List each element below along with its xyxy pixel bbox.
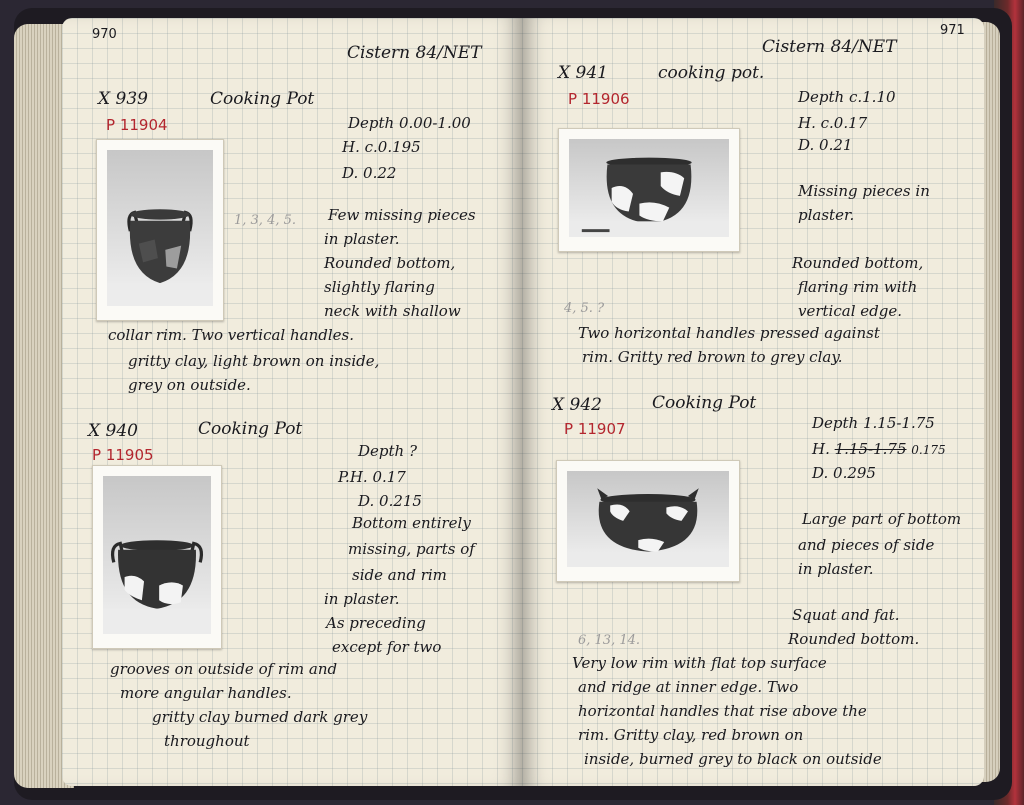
entry-id: X 939 — [98, 89, 148, 109]
description-line: Very low rim with flat top surface — [572, 654, 827, 672]
description-line: flaring rim with — [798, 278, 918, 296]
height-value: 0.175 — [911, 443, 946, 457]
description-line: grooves on outside of rim and — [110, 660, 338, 678]
margin-note: 1, 3, 4, 5. — [234, 213, 297, 228]
pottery-photo — [558, 128, 740, 252]
description-line: in plaster. — [324, 230, 400, 248]
description-line: side and rim — [352, 566, 447, 584]
pottery-photo — [92, 465, 222, 649]
p-number: P 11904 — [106, 116, 168, 134]
entry-id: X 941 — [558, 63, 608, 83]
notebook-page-right — [522, 18, 984, 786]
description-line: Large part of bottom — [802, 510, 962, 528]
description-line: Rounded bottom, — [324, 254, 456, 272]
description-line: Bottom entirely — [352, 514, 471, 532]
description-line: collar rim. Two vertical handles. — [108, 326, 355, 344]
height-struck-value: 1.15-1.75 — [834, 440, 907, 458]
notebook-page-left — [62, 18, 522, 786]
description-line: Two horizontal handles pressed against — [578, 324, 880, 342]
depth: Depth c.1.10 — [798, 88, 896, 106]
depth: Depth ? — [358, 442, 418, 460]
p-number: P 11907 — [564, 420, 626, 438]
page-number: 971 — [940, 23, 965, 38]
pot-illustration — [103, 476, 211, 634]
height — [812, 440, 946, 459]
description-line: missing, parts of — [348, 540, 475, 558]
description-line: and ridge at inner edge. Two — [578, 678, 799, 696]
depth: Depth 1.15-1.75 — [812, 414, 935, 432]
description-line: Missing pieces in — [798, 182, 930, 200]
description-line: gritty clay, light brown on inside, — [128, 352, 380, 370]
entry-type: cooking pot. — [658, 63, 765, 83]
pottery-photo — [96, 139, 224, 321]
margin-note: 6, 13, 14. — [578, 633, 641, 648]
description-line: vertical edge. — [798, 302, 902, 320]
description-line: inside, burned grey to black on outside — [584, 750, 882, 768]
description-line: more angular handles. — [120, 684, 292, 702]
p-number: P 11906 — [568, 90, 630, 108]
description-line: slightly flaring — [324, 278, 435, 296]
description-line: throughout — [164, 732, 250, 750]
entry-id: X 940 — [88, 421, 138, 441]
description-line: Rounded bottom, — [792, 254, 924, 272]
description-line: grey on outside. — [128, 376, 251, 394]
description-line: except for two — [332, 638, 442, 656]
description-line: horizontal handles that rise above the — [578, 702, 867, 720]
description-line: rim. Gritty clay, red brown on — [578, 726, 804, 744]
description-line: As preceding — [326, 614, 426, 632]
diameter: D. 0.295 — [812, 464, 876, 482]
diameter: D. 0.22 — [342, 164, 397, 182]
entry-type: Cooking Pot — [198, 419, 303, 439]
description-line: rim. Gritty red brown to grey clay. — [582, 348, 843, 366]
description-line: Rounded bottom. — [788, 630, 920, 648]
pot-illustration — [107, 150, 213, 306]
description-line: gritty clay burned dark grey — [152, 708, 368, 726]
depth: Depth 0.00-1.00 — [348, 114, 471, 132]
page-header: Cistern 84/NET — [762, 37, 897, 57]
description-line: in plaster. — [798, 560, 874, 578]
description-line: Few missing pieces — [328, 206, 476, 224]
entry-type: Cooking Pot — [210, 89, 315, 109]
diameter: D. 0.21 — [798, 136, 853, 154]
height: H. c.0.17 — [798, 114, 868, 132]
diameter: D. 0.215 — [358, 492, 422, 510]
entry-id: X 942 — [552, 395, 602, 415]
entry-type: Cooking Pot — [652, 393, 757, 413]
margin-note: 4, 5. ? — [564, 301, 605, 316]
description-line: plaster. — [798, 206, 855, 224]
description-line: and pieces of side — [798, 536, 935, 554]
height: P.H. 0.17 — [338, 468, 406, 486]
page-header: Cistern 84/NET — [347, 43, 482, 63]
pot-illustration — [567, 471, 729, 567]
page-number: 970 — [92, 27, 117, 42]
height: H. c.0.195 — [342, 138, 421, 156]
pot-illustration — [569, 139, 729, 237]
p-number: P 11905 — [92, 446, 154, 464]
height-label: H. — [812, 440, 830, 458]
description-line: Squat and fat. — [792, 606, 900, 624]
pottery-photo — [556, 460, 740, 582]
description-line: in plaster. — [324, 590, 400, 608]
description-line: neck with shallow — [324, 302, 461, 320]
